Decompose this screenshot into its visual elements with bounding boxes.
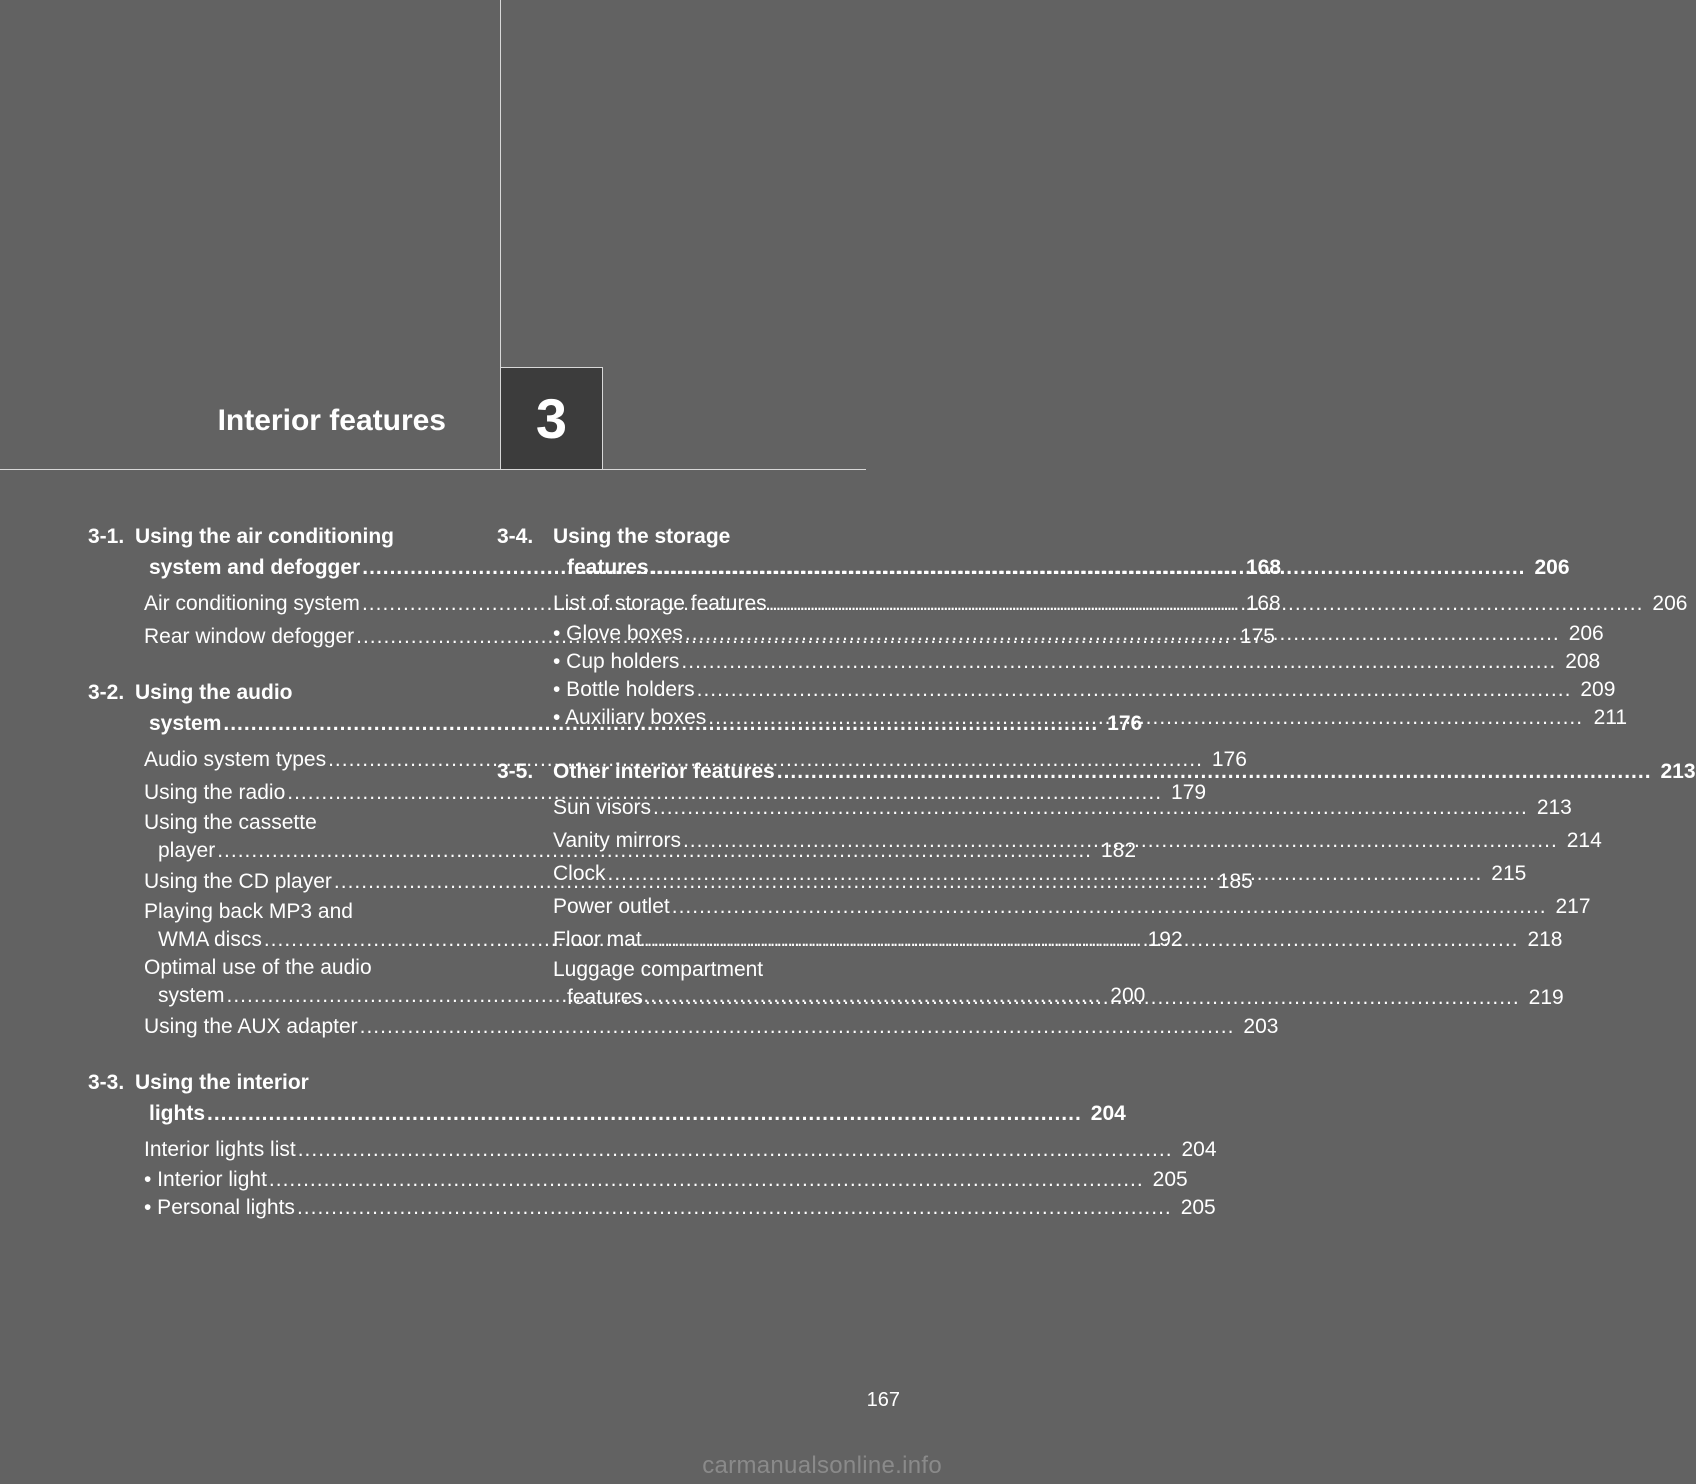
dot-leader	[608, 857, 1483, 890]
toc-item-text: player	[158, 839, 216, 862]
section-title-line2: system and defogger	[149, 556, 361, 579]
toc-item-page: 209	[1580, 678, 1616, 701]
dot-leader	[297, 1194, 1172, 1222]
toc-item-page: 205	[1180, 1196, 1216, 1219]
toc-item-text: • Glove boxes	[553, 622, 683, 645]
toc-item-page: 192	[1147, 928, 1183, 951]
toc-item-line1: Luggage compartment	[553, 958, 764, 981]
toc-item-text: Sun visors	[553, 796, 652, 819]
dot-leader	[708, 704, 1583, 732]
section-number: 3-3.	[88, 1071, 125, 1094]
toc-item[interactable]	[553, 648, 1601, 676]
section-page: 176	[1107, 712, 1143, 735]
section-number: 3-1.	[88, 525, 125, 548]
dot-leader	[769, 587, 1644, 620]
chapter-number-box	[500, 367, 603, 469]
dot-leader	[644, 923, 1519, 956]
toc-item-entry	[553, 890, 1591, 923]
toc-item[interactable]	[553, 676, 1616, 704]
section-number: 3-4.	[497, 525, 534, 548]
dot-leader	[269, 1166, 1144, 1194]
toc-item-text: Using the radio	[144, 781, 286, 804]
toc-item-page: 204	[1181, 1138, 1217, 1161]
toc-item-text: features	[567, 986, 643, 1009]
section-title-entry[interactable]	[553, 756, 1696, 787]
section-title	[553, 521, 1570, 583]
toc-item-page: 217	[1555, 895, 1591, 918]
toc-item-text: • Cup holders	[553, 650, 680, 673]
toc-item-page: 176	[1211, 748, 1247, 771]
toc-item-page: 219	[1528, 986, 1564, 1009]
toc-item-line1: Optimal use of the audio	[144, 956, 372, 979]
toc-item-text: WMA discs	[158, 928, 262, 951]
toc-item-entry	[144, 1166, 1188, 1194]
toc-item-page: 205	[1152, 1168, 1188, 1191]
toc-item-page: 175	[1239, 625, 1275, 648]
section-title	[135, 1067, 1126, 1129]
section-title-line1: Other interior features	[553, 760, 775, 783]
toc-item-entry	[144, 1010, 1279, 1043]
dot-leader	[651, 552, 1526, 583]
section-title-line2: lights	[149, 1102, 205, 1125]
toc-item-text: List of storage features	[553, 592, 767, 615]
toc-item-text: Using the AUX adapter	[144, 1015, 358, 1038]
section-title-line1: Using the interior	[135, 1071, 309, 1094]
section-page: 213	[1660, 760, 1696, 783]
toc-item-text: Power outlet	[553, 895, 670, 918]
dot-leader	[683, 824, 1558, 857]
toc-item-text: Vanity mirrors	[553, 829, 681, 852]
section-title-line1: Using the audio	[135, 681, 293, 704]
toc-item-text: Clock	[553, 862, 606, 885]
section-title-line2: features	[567, 556, 649, 579]
section-number: 3-5.	[497, 760, 534, 783]
toc-item[interactable]	[144, 1194, 1216, 1222]
toc-item-entry	[144, 1133, 1217, 1166]
dot-leader	[681, 648, 1556, 676]
top-divider-vertical	[500, 0, 501, 368]
section-title	[553, 756, 1696, 787]
toc-item-text: Interior lights list	[144, 1138, 296, 1161]
section-number: 3-2.	[88, 681, 125, 704]
dot-leader	[672, 890, 1547, 923]
chapter-number: 3	[535, 387, 568, 450]
section-items	[88, 1133, 1217, 1222]
section-page: 204	[1090, 1102, 1126, 1125]
dot-leader	[685, 620, 1560, 648]
toc-item-page: 168	[1245, 592, 1281, 615]
toc-item[interactable]	[553, 890, 1591, 923]
dot-leader	[777, 756, 1652, 787]
toc-item-page: 218	[1527, 928, 1563, 951]
toc-item-text: • Personal lights	[144, 1196, 295, 1219]
toc-item-page: 203	[1243, 1015, 1279, 1038]
dot-leader	[298, 1133, 1173, 1166]
dot-leader	[207, 1098, 1082, 1129]
toc-item-text: Audio system types	[144, 748, 327, 771]
toc-item-text: Rear window defogger	[144, 625, 355, 648]
toc-item[interactable]	[144, 1010, 1279, 1043]
toc-item-page: 182	[1100, 839, 1137, 862]
toc-item-page: 200	[1110, 984, 1146, 1007]
section-title-line1: Using the storage	[553, 525, 731, 548]
toc-item-text: • Auxiliary boxes	[553, 706, 707, 729]
toc-item-text: • Interior light	[144, 1168, 267, 1191]
toc-item-page: 215	[1491, 862, 1527, 885]
chapter-title: Interior features	[217, 404, 446, 437]
section-page: 206	[1534, 556, 1570, 579]
toc-item-page: 208	[1565, 650, 1601, 673]
toc-item-text: Floor mat	[553, 928, 642, 951]
section-title-entry[interactable]	[553, 552, 1570, 583]
dot-leader	[653, 791, 1528, 824]
section-title-line1: Using the air conditioning	[135, 525, 394, 548]
toc-item-text: • Bottle holders	[553, 678, 695, 701]
toc-item-page: 211	[1593, 706, 1628, 729]
dot-leader	[697, 676, 1572, 704]
toc-item-entry	[553, 648, 1601, 676]
toc-item-text: system	[158, 984, 225, 1007]
toc-section	[88, 1067, 1217, 1222]
toc-item-page: 206	[1652, 592, 1688, 615]
toc-item-line1: Playing back MP3 and	[144, 900, 353, 923]
toc-item-entry	[553, 676, 1616, 704]
toc-item-text: Air conditioning system	[144, 592, 360, 615]
toc-item-page: 206	[1568, 622, 1604, 645]
toc-item-text: Using the CD player	[144, 870, 332, 893]
dot-leader	[645, 984, 1520, 1012]
toc-item-page: 213	[1536, 796, 1572, 819]
header-divider-horizontal	[0, 469, 866, 470]
toc-item-entry	[144, 1194, 1216, 1222]
toc-item[interactable]	[144, 1133, 1217, 1166]
section-page: 168	[1246, 556, 1282, 579]
toc-item-page: 179	[1171, 781, 1207, 804]
toc-item-page: 214	[1566, 829, 1602, 852]
watermark: carmanualsonline.info	[702, 1452, 942, 1479]
toc-item[interactable]	[144, 1166, 1188, 1194]
toc-item-page: 185	[1217, 870, 1253, 893]
page-number: 167	[866, 1389, 900, 1411]
section-heading	[88, 1067, 1126, 1129]
section-title-line2: system	[149, 712, 222, 735]
section-title-entry[interactable]	[135, 1098, 1126, 1129]
toc-item-line1: Using the cassette	[144, 811, 317, 834]
